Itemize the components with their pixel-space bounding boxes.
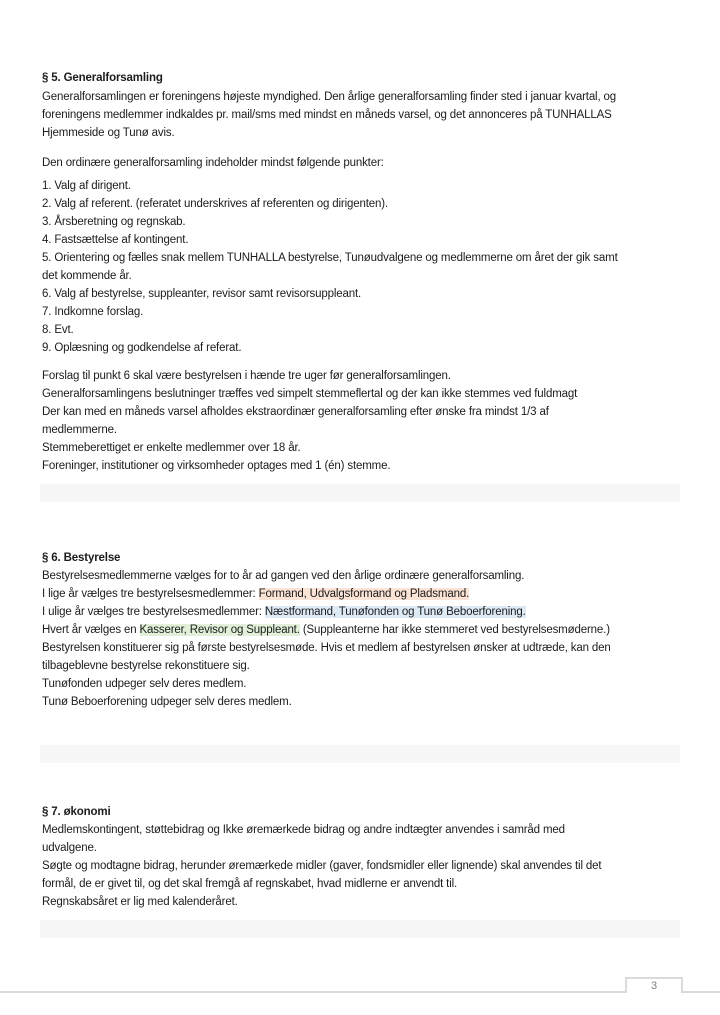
text-line: Bestyrelsen konstituerer sig på første bestyrelsesmøde. Hvis et medlem af bestyrelsen ønsker at udtræde, kan den: [42, 642, 611, 654]
text-line: foreningens medlemmer indkaldes pr. mail/sms med mindst en måneds varsel, og det annonceres på TUNHALLAS: [42, 109, 612, 121]
text-line: Medlemskontingent, støttebidrag og Ikke øremærkede bidrag og andre indtægter anvendes i samråd med: [42, 824, 565, 836]
paragraph: [42, 154, 682, 172]
text-line: Der kan med en måneds varsel afholdes ekstraordinær generalforsamling efter ønske fra mindst 1/3 af: [42, 406, 549, 418]
section-heading: § 5. Generalforsamling: [42, 72, 163, 84]
text-line: det kommende år.: [42, 270, 132, 282]
text-line: Søgte og modtagne bidrag, herunder øremærkede midler (gaver, fondsmidler eller lignende) skal anvendes til det: [42, 860, 602, 872]
text-line: Regnskabsåret er lig med kalenderåret.: [42, 896, 238, 908]
text-line: Bestyrelsesmedlemmerne vælges for to år ad gangen ved den årlige ordinære generalforsamling.: [42, 570, 525, 582]
text-line: medlemmerne.: [42, 424, 117, 436]
separator-bar: [40, 484, 680, 502]
paragraph: [42, 367, 682, 475]
text-line: 6. Valg af bestyrelse, suppleanter, revisor samt revisorsuppleant.: [42, 288, 362, 300]
highlighted-text: Kasserer, Revisor og Suppleant.: [139, 624, 300, 636]
text-line: Generalforsamlingens beslutninger træffes ved simpelt stemmeflertal og der kan ikke stemmes ved fuldmagt: [42, 388, 578, 400]
text-line: I ulige år vælges tre bestyrelsesmedlemmer: Næstformand, Tunøfonden og Tunø Beboerforening.: [42, 606, 526, 618]
text-line: Generalforsamlingen er foreningens højeste myndighed. Den årlige generalforsamling finder sted i januar kvartal, og: [42, 91, 617, 103]
text-line: Tunø Beboerforening udpeger selv deres medlem.: [42, 696, 292, 708]
highlighted-text: Formand, Udvalgsformand og Pladsmand.: [258, 588, 470, 600]
text-line: Forslag til punkt 6 skal være bestyrelsen i hænde tre uger før generalforsamlingen.: [42, 370, 451, 382]
text-line: Den ordinære generalforsamling indeholder mindst følgende punkter:: [42, 157, 384, 169]
text-line: I lige år vælges tre bestyrelsesmedlemmer: Formand, Udvalgsformand og Pladsmand.: [42, 588, 470, 600]
highlighted-text: Næstformand, Tunøfonden og Tunø Beboerforening.: [264, 606, 526, 618]
footer-line-right: [683, 991, 720, 993]
section-heading: § 7. økonomi: [42, 806, 111, 818]
text-line: 9. Oplæsning og godkendelse af referat.: [42, 342, 242, 354]
text-line: 3. Årsberetning og regnskab.: [42, 216, 186, 228]
text-line: Stemmeberettiget er enkelte medlemmer over 18 år.: [42, 442, 301, 454]
text-line: 8. Evt.: [42, 324, 74, 336]
text-line: 7. Indkomne forslag.: [42, 306, 144, 318]
footer-line-left: [0, 991, 625, 993]
page-number: 3: [650, 980, 658, 992]
text-line: 1. Valg af dirigent.: [42, 180, 131, 192]
paragraph: [42, 567, 682, 711]
paragraph: [42, 88, 682, 142]
separator-bar: [40, 920, 680, 938]
text-line: 4. Fastsættelse af kontingent.: [42, 234, 189, 246]
text-line: 5. Orientering og fælles snak mellem TUNHALLA bestyrelse, Tunøudvalgene og medlemmerne om året der gik samt: [42, 252, 618, 264]
paragraph: [42, 177, 682, 357]
text-line: Hvert år vælges en Kasserer, Revisor og Suppleant. (Suppleanterne har ikke stemmeret ved bestyrelsesmøderne.): [42, 624, 610, 636]
text-line: Hjemmeside og Tunø avis.: [42, 127, 175, 139]
text-line: udvalgene.: [42, 842, 97, 854]
document-content: [42, 69, 682, 938]
paragraph: [42, 821, 682, 911]
separator-bar: [40, 745, 680, 763]
text-line: Foreninger, institutioner og virksomheder optages med 1 (én) stemme.: [42, 460, 391, 472]
page-number-tab: [625, 977, 683, 993]
text-line: formål, de er givet til, og det skal fremgå af regnskabet, hvad midlerne er anvendt til.: [42, 878, 458, 890]
text-line: tilbageblevne bestyrelse rekonstituere sig.: [42, 660, 250, 672]
text-line: Tunøfonden udpeger selv deres medlem.: [42, 678, 247, 690]
text-line: 2. Valg af referent. (referatet underskrives af referenten og dirigenten).: [42, 198, 389, 210]
section-heading: § 6. Bestyrelse: [42, 552, 121, 564]
